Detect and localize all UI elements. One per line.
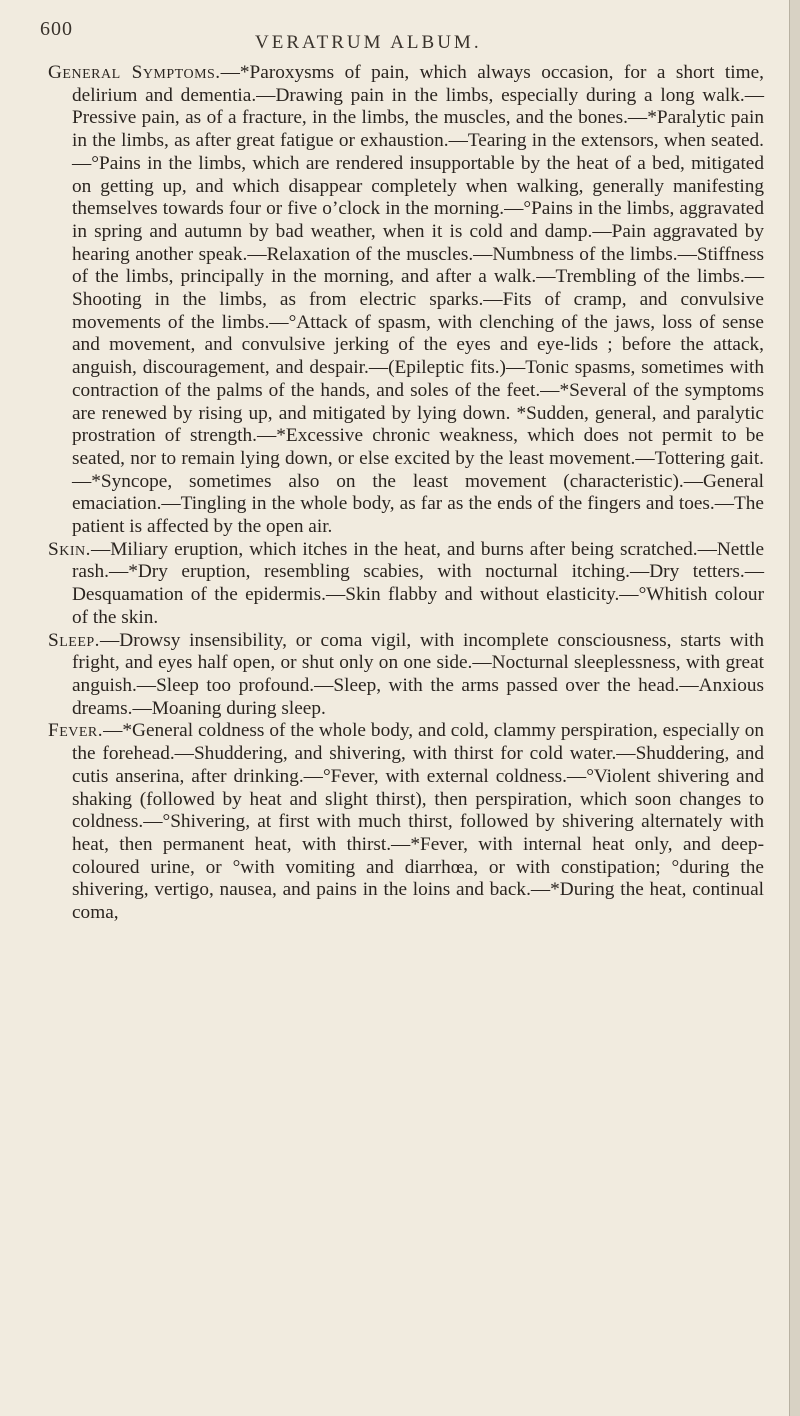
page-number: 600 [40,18,73,40]
page-body [48,62,764,925]
page-edge [789,0,800,1416]
section-heading-general: General Symptoms. [48,62,221,83]
running-title: VERATRUM ALBUM. [255,32,482,53]
section-body-general: —*Paroxysms of pain, which always occasion, for a short time, delirium and dementia.—Drawing pain in the limbs, especially during a long walk.—Pressive pain, as of a fracture, in the limbs, the muscles, and the bones.—*Paralytic pain in the limbs, as after great fatigue or exhaustion.—Tearing in the extensors, when seated.—°Pains in the limbs, which are rendered insupportable by the heat of a bed, mitigated on getting up, and which disappear completely when walking, generally manifesting themselves towards four or five o’clock in the morning.—°Pains in the limbs, aggravated in spring and autumn by bad weather, when it is cold and damp.—Pain aggravated by hearing another speak.—Relaxation of the muscles.—Numbness of the limbs.—Stiffness of the limbs, principally in the morning, and after a walk.—Trembling of the limbs.—Shooting in the limbs, as from electric sparks.—Fits of cramp, and convulsive movements of the limbs.—°Attack of spasm, with clenching of the jaws, loss of sense and movement, and convulsive jerking of the eyes and eye-lids ; before the attack, anguish, discouragement, and despair.—(Epileptic fits.)—Tonic spasms, sometimes with contraction of the palms of the hands, and soles of the feet.—*Several of the symptoms are renewed by rising up, and mitigated by lying down. *Sudden, general, and paralytic prostration of strength.—*Excessive chronic weakness, which does not permit to be seated, nor to remain lying down, or else excited by the least movement.—Tottering gait.—*Syncope, sometimes also on the least movement (characteristic).—General emaciation.—Tingling in the whole body, as far as the ends of the fingers and toes.—The patient is affected by the open air. [72,62,764,538]
section-sleep [48,630,764,721]
section-general [48,62,764,539]
section-skin [48,539,764,630]
section-fever [48,720,764,924]
section-body-fever: —*General coldness of the whole body, and cold, clammy perspiration, especially on the forehead.—Shuddering, and shivering, with thirst for cold water.—Shuddering, and cutis anserina, after drinking.—°Fever, with external coldness.—°Violent shivering and shaking (followed by heat and slight thirst), then perspiration, which soon changes to coldness.—°Shivering, at first with much thirst, followed by shivering alternately with heat, then permanent heat, with thirst.—*Fever, with internal heat only, and deep-coloured urine, or °with vomiting and diarrhœa, or with constipation; °during the shivering, vertigo, nausea, and pains in the loins and back.—*During the heat, continual coma, [72,720,764,924]
section-body-sleep: —Drowsy insensibility, or coma vigil, with incomplete consciousness, starts with fright, and eyes half open, or shut only on one side.—Nocturnal sleeplessness, with great anguish.—Sleep too profound.—Sleep, with the arms passed over the head.—Anxious dreams.—Moaning during sleep. [72,629,764,719]
section-heading-sleep: Sleep. [48,629,100,651]
section-heading-skin: Skin. [48,538,91,560]
section-heading-fever: Fever. [48,720,104,742]
section-body-skin: —Miliary eruption, which itches in the heat, and burns after being scratched.—Nettle rash.—*Dry eruption, resembling scabies, with nocturnal itching.—Dry tetters.—Desquamation of the epidermis.—Skin flabby and without elasticity.—°Whitish colour of the skin. [72,538,764,628]
